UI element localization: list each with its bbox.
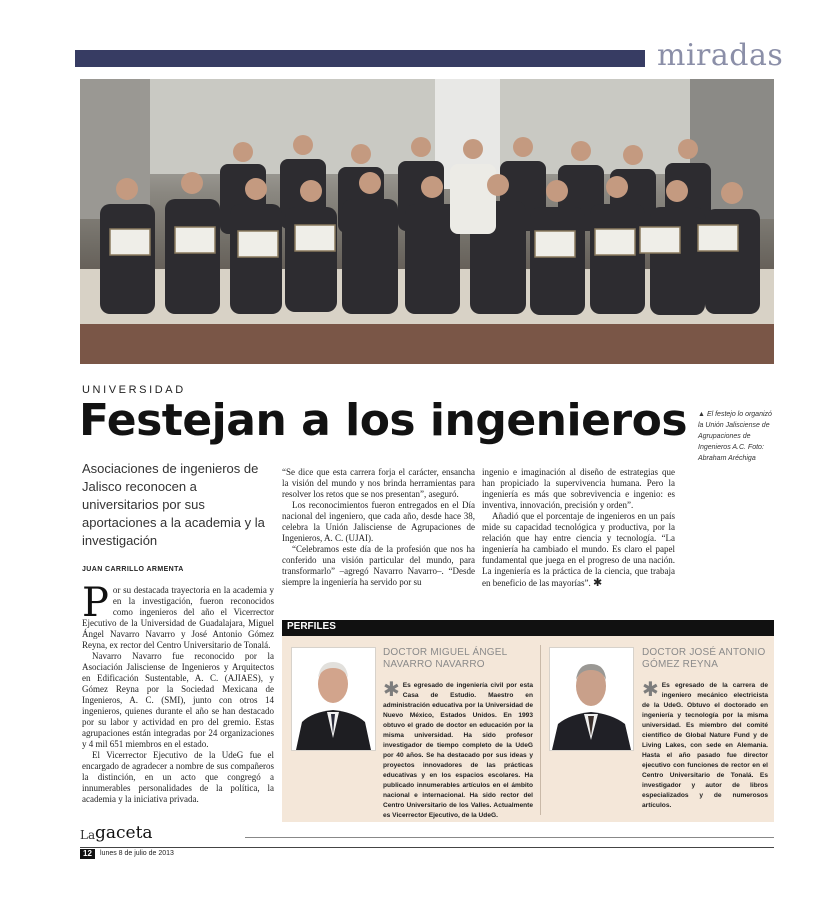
asterisk-icon: ✱ [642, 677, 659, 701]
article-column-2 [282, 467, 475, 588]
article-headline: Festejan a los ingenieros [79, 395, 688, 446]
article-paragraph: “Se dice que esta carrera forja el carácter, ensancha la visión del mundo y nos brinda herramientas para resolver los retos que se nos presentan”, aseguró. [282, 467, 475, 499]
end-mark-icon: ✱ [592, 576, 603, 589]
article-column-1 [82, 580, 274, 805]
footer-rule-top [245, 837, 774, 838]
photo-caption-text: El festejo lo organizó la Unión Jalisciense de Agrupaciones de Ingenieros A.C. Foto: Abraham Aréchiga [698, 411, 772, 462]
section-name: miradas [657, 38, 784, 73]
article-paragraph: Añadió que el porcentaje de ingenieros en un país mide su capacidad tecnológica y productiva, por la relación que hay entre ciencia y tecnología. “La ingeniería ha cambiado el mundo. Es claro el papel fundamental que juega en el progreso de una nación. La ingeniería es la práctica de la ciencia, que trabaja en beneficio de las mayorías”. ✱ [482, 511, 675, 589]
drop-cap: P [82, 580, 109, 626]
footer-logo-gaceta: gaceta [95, 823, 153, 843]
article-paragraph: Los reconocimientos fueron entregados en el Día nacional del ingeniero, que cada año, desde hace 38, celebra la Unión Jalisciense de Agrupaciones de Ingenieros, A. C. (UJAI). [282, 500, 475, 543]
article-byline: JUAN CARRILLO ARMENTA [82, 566, 184, 573]
asterisk-icon: ✱ [383, 677, 400, 701]
perfiles-label: PERFILES [287, 621, 336, 632]
footer-rule [80, 847, 774, 848]
article-column-3 [482, 467, 675, 589]
footer-logo-la: La [80, 828, 96, 842]
profile-bio-gomez: ✱ Es egresado de la carrera de ingeniero mecánico electricista de la UdeG. Obtuvo el doctorado en ingeniería y tecnología por la misma universidad. Es miembro del comité científico de Global Nature Fund y de Living Lakes, con sede en Alemania. Hasta el año pasado fue director ejecutivo con funciones de rector en el Centro Universitario de Tonalá. Es investigador y autor de libros especializados y de numerosos artículos. [642, 677, 768, 809]
perfiles-divider [540, 645, 541, 815]
group-photo-illustration [80, 79, 774, 364]
article-paragraph: Navarro Navarro fue reconocido por la Asociación Jalisciense de Ingenieros y Arquitectos en Edificación Sustentable, A. C. (AJIAES), y Gómez Reyna por la Sociedad Mexicana de Ingenieros, A. C. (SMI), junto con otros 14 ingenieros, quienes durante el año se han destacado por su labor y actividad en pro del gremio. Estas agrupaciones están integradas por 24 organizaciones y 4 mil 651 miembros en el estado. [82, 651, 274, 749]
article-deck: Asociaciones de ingenieros de Jalisco reconocen a universitarios por sus aportaciones a la academia y la investigación [82, 461, 265, 548]
portrait-gomez-illustration [550, 648, 633, 750]
profile-name-navarro: DOCTOR MIGUEL ÁNGEL NAVARRO NAVARRO [383, 647, 508, 670]
perfiles-bar [282, 620, 774, 636]
portrait-gomez [549, 647, 634, 751]
page-number: 12 [80, 849, 95, 859]
photo-caption [698, 409, 778, 464]
profile-name-gomez: DOCTOR JOSÉ ANTONIO GÓMEZ REYNA [642, 647, 766, 670]
article-kicker: UNIVERSIDAD [82, 384, 186, 396]
article-paragraph: El Vicerrector Ejecutivo de la UdeG fue el encargado de agradecer a nombre de sus compañeros la distinción, en un acto que congregó a innumerables personalidades de la política, la academia y la iniciativa privada. [82, 750, 274, 804]
group-photo [80, 79, 774, 364]
portrait-navarro [291, 647, 376, 751]
caption-triangle-icon: ▲ [698, 411, 705, 418]
article-paragraph: Por su destacada trayectoria en la academia y en la investigación, fueron reconocidos como ingenieros del año el Vicerrector Ejecutivo de la Universidad de Guadalajara, Miguel Ángel Navarro Navarro y José Antonio Gómez Reyna, ex rector del Centro Universitario de Tonalá. [82, 580, 274, 650]
article-paragraph: ingenio e imaginación al diseño de estrategias que han propiciado la supervivencia humana. Pero la ingeniería es más que sobrevivencia e ingenio: es inventiva, innovación, precisión y orden”. [482, 467, 675, 510]
portrait-navarro-illustration [292, 648, 375, 750]
article-paragraph: “Celebramos este día de la profesión que nos ha conferido una visión particular del mundo, para transformarlo” –agregó Navarro Navarro–. “Desde siempre la ingeniería ha servido por su [282, 544, 475, 587]
issue-date: lunes 8 de julio de 2013 [100, 850, 174, 857]
profile-bio-navarro: ✱ Es egresado de ingeniería civil por esta Casa de Estudio. Maestro en administración educativa por la Universidad de Nuevo México, Estados Unidos. En 1993 obtuvo el grado de doctor en educación por la misma universidad. Ha sido profesor investigador de tiempo completo de la UdeG por 40 años. Se ha destacado por sus ideas y proyectos innovadores de las prácticas educativas y en los espacios escolares. Ha publicado innumerables artículos en el ámbito nacional e internacional. Ha sido rector del Centro Universitario de los Valles. Actualmente es Vicerrector Ejecutivo, de la UdeG. [383, 677, 533, 819]
section-bar [75, 50, 645, 67]
